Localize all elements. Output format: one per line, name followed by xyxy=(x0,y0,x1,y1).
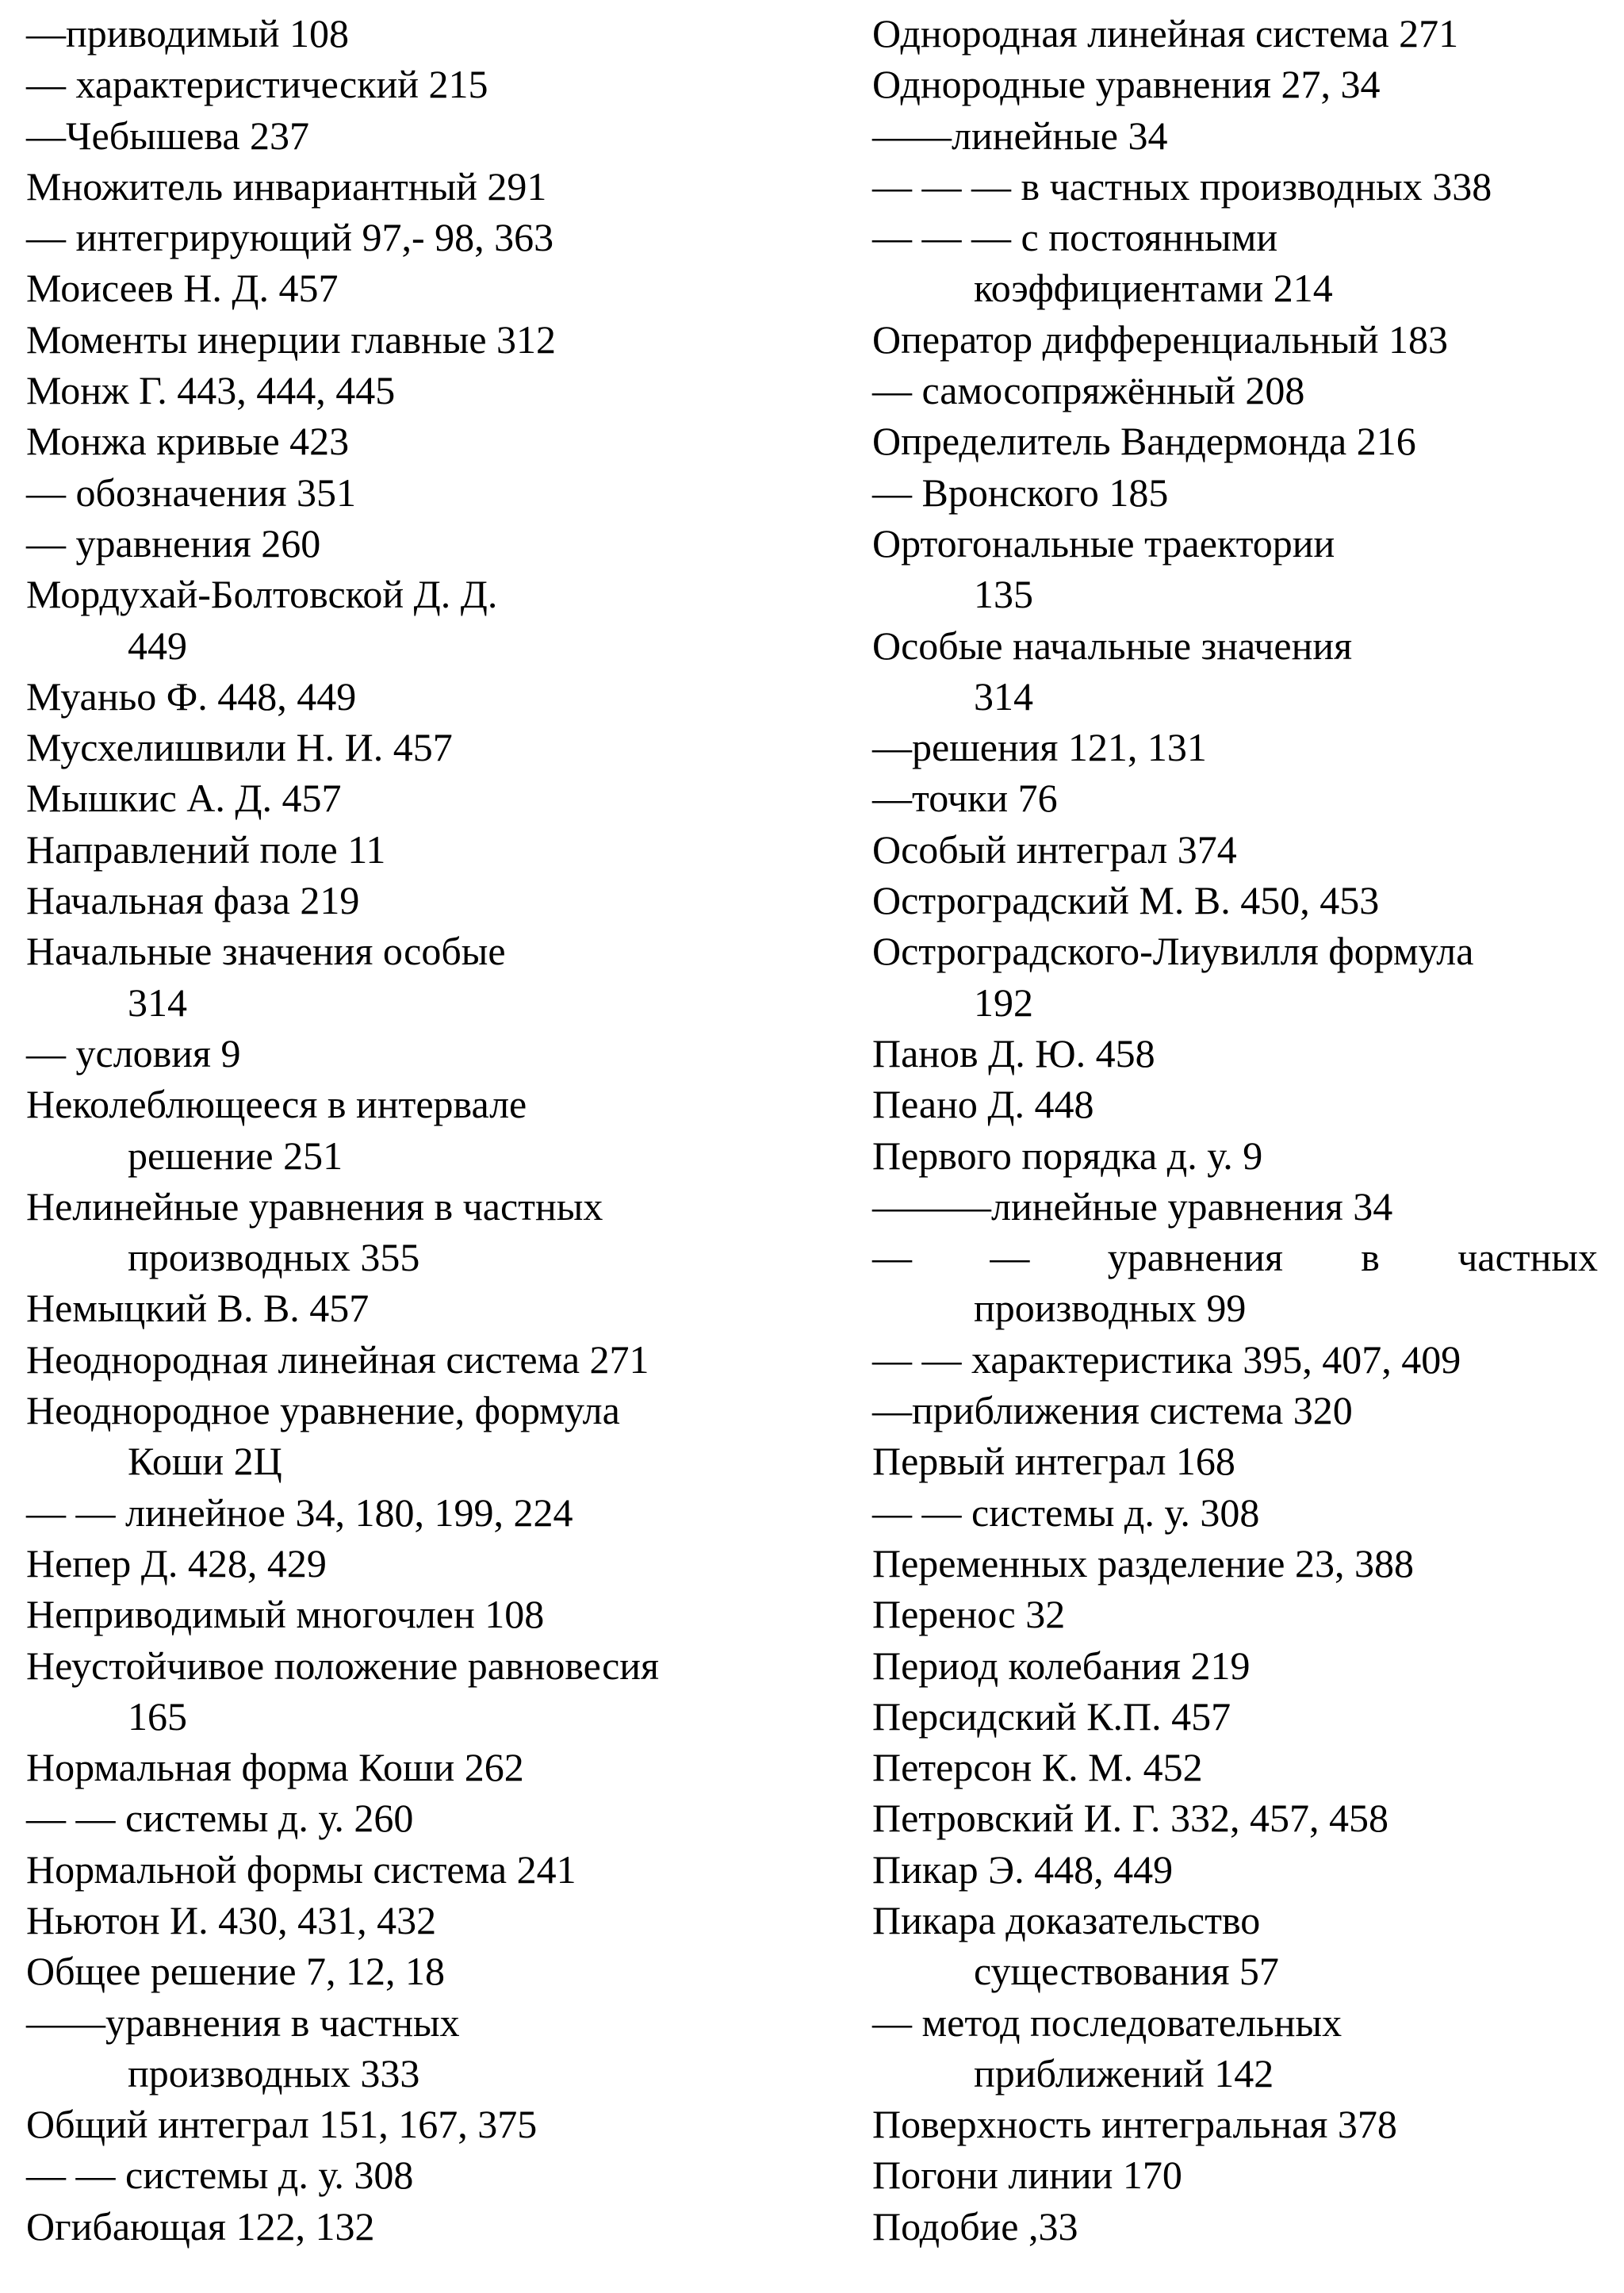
index-entry xyxy=(872,1232,1598,1334)
index-entry xyxy=(26,1334,819,1385)
index-entry xyxy=(872,1028,1598,1079)
index-entry xyxy=(872,212,1598,314)
index-entry xyxy=(872,161,1598,212)
index-entry-text: —Чебышева 237 xyxy=(26,113,310,158)
index-entry-word: — xyxy=(990,1235,1030,1280)
index-entry-text: Огибающая 122, 132 xyxy=(26,2203,375,2249)
index-entry xyxy=(872,620,1598,723)
index-entry xyxy=(872,1079,1598,1129)
index-entry xyxy=(872,2201,1598,2252)
index-entry xyxy=(26,875,819,926)
index-entry xyxy=(872,1385,1598,1436)
index-entry-text: Ньютон И. 430, 431, 432 xyxy=(26,1897,437,1942)
index-entry-continuation: 165 xyxy=(128,1693,187,1739)
index-entry xyxy=(26,1079,819,1181)
index-entry-text: Особый интеграл 374 xyxy=(872,826,1237,872)
index-entry xyxy=(26,1640,819,1743)
index-entry xyxy=(872,1742,1598,1793)
index-column-right xyxy=(872,8,1598,2252)
index-entry xyxy=(872,1895,1598,1997)
index-entry-text: — — характеристика 395, 407, 409 xyxy=(872,1336,1461,1382)
index-entry-text: Начальная фаза 219 xyxy=(26,878,360,923)
index-entry-text: Ортогональные траектории xyxy=(872,520,1335,566)
index-entry xyxy=(26,1487,819,1538)
index-entry-text: Оператор дифференциальный 183 xyxy=(872,316,1449,362)
index-entry-text: — метод последовательных xyxy=(872,2000,1342,2045)
index-column-left xyxy=(26,8,819,2252)
index-entry xyxy=(26,1181,819,1283)
index-entry xyxy=(872,2099,1598,2149)
index-entry-continuation: 314 xyxy=(128,980,187,1025)
index-entry-text: Начальные значения особые xyxy=(26,929,506,974)
index-entry-text: Неоднородное уравнение, формула xyxy=(26,1388,620,1433)
index-entry-text: Неприводимый многочлен 108 xyxy=(26,1592,545,1637)
index-entry xyxy=(26,1028,819,1079)
index-entry-continuation: производных 99 xyxy=(974,1286,1247,1331)
index-entry-text: Моисеев Н. Д. 457 xyxy=(26,266,339,311)
index-entry xyxy=(26,1997,819,2099)
index-entry xyxy=(872,1130,1598,1181)
index-entry-text: Общее решение 7, 12, 18 xyxy=(26,1949,446,1994)
index-entry-text: —приводимый 108 xyxy=(26,11,350,56)
index-entry xyxy=(872,773,1598,823)
index-entry xyxy=(872,518,1598,620)
index-entry-text: — — линейное 34, 180, 199, 224 xyxy=(26,1490,573,1535)
index-entry xyxy=(26,110,819,161)
index-entry xyxy=(872,1997,1598,2099)
index-entry xyxy=(26,263,819,313)
index-entry-text: —приближения система 320 xyxy=(872,1388,1353,1433)
index-entry-text: Нелинейные уравнения в частных xyxy=(26,1183,603,1229)
index-entry xyxy=(26,518,819,569)
index-entry-text: — характеристический 215 xyxy=(26,62,488,107)
index-entry-text: ——уравнения в частных xyxy=(26,2000,460,2045)
index-entry-continuation: 449 xyxy=(128,623,187,668)
index-entry-text: Нормальная форма Коши 262 xyxy=(26,1745,524,1790)
index-entry xyxy=(872,824,1598,875)
index-entry-continuation: существования 57 xyxy=(974,1949,1279,1994)
index-entry-text: Однородная линейная система 271 xyxy=(872,11,1459,56)
index-entry xyxy=(26,59,819,109)
index-entry-text: — самосопряжённый 208 xyxy=(872,368,1305,413)
index-entry-word: — xyxy=(872,1235,912,1280)
index-entry-text: Неколеблющееся в интервале xyxy=(26,1082,527,1127)
index-entry-continuation: производных 355 xyxy=(128,1235,420,1280)
index-entry-text: — уравнения 260 xyxy=(26,520,321,566)
index-entry xyxy=(26,1385,819,1487)
index-entry-text: Муаньо Ф. 448, 449 xyxy=(26,673,357,719)
index-entry xyxy=(872,875,1598,926)
index-entry xyxy=(26,773,819,823)
index-entry xyxy=(872,1691,1598,1742)
index-entry xyxy=(872,1538,1598,1589)
index-entry xyxy=(872,926,1598,1028)
index-entry xyxy=(872,722,1598,773)
index-entry-text: Общий интеграл 151, 167, 375 xyxy=(26,2102,538,2147)
index-entry xyxy=(26,824,819,875)
index-entry-text: Неоднородная линейная система 271 xyxy=(26,1336,649,1382)
index-entry-text: Неустойчивое положение равновесия xyxy=(26,1643,660,1688)
index-entry-text: Монжа кривые 423 xyxy=(26,419,350,464)
index-entry-text: Нормальной формы система 241 xyxy=(26,1846,576,1892)
index-entry xyxy=(872,314,1598,365)
index-entry-continuation: решение 251 xyxy=(128,1133,343,1178)
index-entry xyxy=(872,1640,1598,1691)
index-entry-text: Переменных разделение 23, 388 xyxy=(872,1540,1414,1586)
index-entry-text: Персидский К.П. 457 xyxy=(872,1693,1231,1739)
index-entry-text: Петровский И. Г. 332, 457, 458 xyxy=(872,1796,1388,1841)
index-entry-text: Мышкис А. Д. 457 xyxy=(26,776,342,821)
index-entry-text: Мусхелишвили Н. И. 457 xyxy=(26,725,453,770)
index-entry-text: Особые начальные значения xyxy=(872,623,1353,668)
index-entry-text: — — — с постоянными xyxy=(872,215,1278,260)
index-entry xyxy=(872,2149,1598,2200)
index-entry xyxy=(26,212,819,263)
index-entry-continuation: коэффициентами 214 xyxy=(974,266,1333,311)
index-entry xyxy=(872,365,1598,416)
index-entry xyxy=(26,314,819,365)
index-entry-continuation: приближений 142 xyxy=(974,2050,1274,2096)
index-entry-text: Определитель Вандермонда 216 xyxy=(872,419,1416,464)
index-entry-text: — — системы д. у. 308 xyxy=(872,1490,1260,1535)
index-entry xyxy=(872,416,1598,466)
index-entry-line xyxy=(872,1232,1598,1283)
index-entry-text: Остроградский М. В. 450, 453 xyxy=(872,878,1380,923)
index-entry xyxy=(26,1895,819,1946)
index-entry-text: Множитель инвариантный 291 xyxy=(26,163,547,209)
index-entry-text: Период колебания 219 xyxy=(872,1643,1251,1688)
index-entry xyxy=(26,569,819,671)
index-entry xyxy=(26,2149,819,2200)
index-entry-text: Непер Д. 428, 429 xyxy=(26,1540,327,1586)
index-entry-text: Остроградского-Лиувилля формула xyxy=(872,929,1474,974)
index-entry-continuation: 192 xyxy=(974,980,1033,1025)
index-entry xyxy=(872,8,1598,59)
index-entry xyxy=(872,1436,1598,1486)
index-entry xyxy=(26,1793,819,1843)
index-entry xyxy=(26,161,819,212)
index-entry xyxy=(26,1538,819,1589)
index-entry xyxy=(872,1793,1598,1843)
index-entry xyxy=(26,1742,819,1793)
index-entry xyxy=(872,1334,1598,1385)
index-entry-text: Поверхность интегральная 378 xyxy=(872,2102,1397,2147)
index-entry xyxy=(872,110,1598,161)
index-entry-text: Подобие ,33 xyxy=(872,2203,1078,2249)
index-entry-word: уравнения xyxy=(1107,1235,1283,1280)
index-entry xyxy=(26,416,819,466)
index-entry xyxy=(26,365,819,416)
index-entry xyxy=(26,1589,819,1639)
index-entry xyxy=(872,1181,1598,1232)
index-entry xyxy=(26,1844,819,1895)
index-entry-text: Моменты инерции главные 312 xyxy=(26,316,557,362)
index-entry xyxy=(872,1589,1598,1639)
index-entry-text: Первый интеграл 168 xyxy=(872,1439,1235,1484)
index-entry xyxy=(872,1487,1598,1538)
index-entry-text: — — системы д. у. 260 xyxy=(26,1796,414,1841)
index-entry-text: — условия 9 xyxy=(26,1030,241,1076)
index-entry-text: —точки 76 xyxy=(872,776,1058,821)
index-entry-text: — Вронского 185 xyxy=(872,470,1169,515)
index-entry-text: Пеано Д. 448 xyxy=(872,1082,1094,1127)
index-entry-text: — — системы д. у. 308 xyxy=(26,2153,414,2198)
index-entry-word: частных xyxy=(1457,1235,1598,1280)
index-entry-text: — интегрирующий 97,- 98, 363 xyxy=(26,215,554,260)
index-entry-text: Мордухай-Болтовской Д. Д. xyxy=(26,572,498,617)
index-entry-text: Перенос 32 xyxy=(872,1592,1066,1637)
index-entry xyxy=(26,8,819,59)
index-entry-text: Панов Д. Ю. 458 xyxy=(872,1030,1155,1076)
index-entry-continuation: производных 333 xyxy=(128,2050,420,2096)
index-entry-text: Пикара доказательство xyxy=(872,1897,1261,1942)
index-entry-text: Погони линии 170 xyxy=(872,2153,1182,2198)
index-entry-text: Направлений поле 11 xyxy=(26,826,386,872)
index-entry-text: —решения 121, 131 xyxy=(872,725,1207,770)
index-entry-continuation: 135 xyxy=(974,572,1033,617)
index-entry-text: Первого порядка д. у. 9 xyxy=(872,1133,1263,1178)
index-entry-continuation: 314 xyxy=(974,673,1033,719)
index-entry-text: Немыцкий В. В. 457 xyxy=(26,1286,370,1331)
index-entry xyxy=(26,722,819,773)
index-entry xyxy=(26,2201,819,2252)
index-entry-text: ——линейные 34 xyxy=(872,113,1168,158)
index-entry xyxy=(872,59,1598,109)
index-entry xyxy=(26,926,819,1028)
index-entry-word: в xyxy=(1361,1235,1380,1280)
index-entry-continuation: Коши 2Ц xyxy=(128,1439,282,1484)
index-entry-text: Однородные уравнения 27, 34 xyxy=(872,62,1381,107)
index-entry-text: Петерсон К. М. 452 xyxy=(872,1745,1203,1790)
index-entry xyxy=(26,467,819,518)
index-entry xyxy=(872,1844,1598,1895)
index-entry xyxy=(26,1946,819,1996)
index-entry xyxy=(26,1283,819,1333)
index-entry xyxy=(26,2099,819,2149)
index-entry-text: — — — в частных производных 338 xyxy=(872,163,1492,209)
index-entry-text: — обозначения 351 xyxy=(26,470,356,515)
index-entry xyxy=(26,671,819,722)
index-entry xyxy=(872,467,1598,518)
index-entry-text: ———линейные уравнения 34 xyxy=(872,1183,1393,1229)
index-entry-text: Монж Г. 443, 444, 445 xyxy=(26,368,396,413)
index-entry-text: Пикар Э. 448, 449 xyxy=(872,1846,1174,1892)
